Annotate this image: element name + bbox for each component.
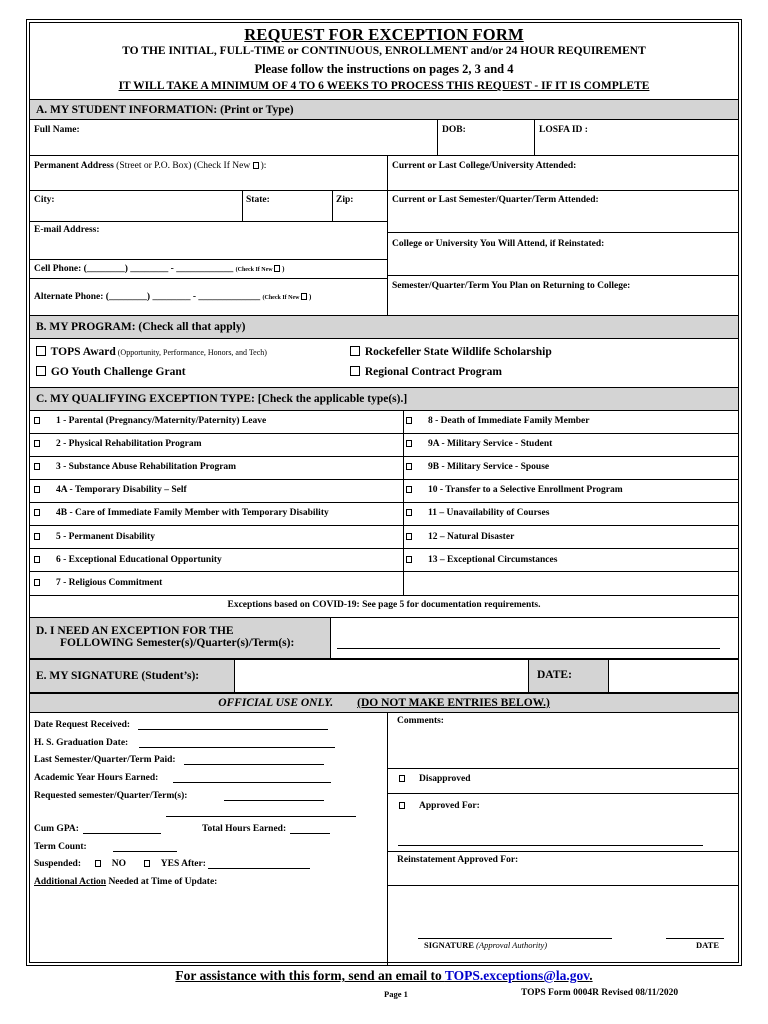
tops-award-checkbox[interactable] bbox=[36, 346, 46, 356]
support-email-link[interactable]: TOPS.exceptions@la.gov bbox=[444, 968, 590, 983]
exception-checkbox[interactable] bbox=[34, 509, 40, 516]
hs-grad-label: H. S. Graduation Date: bbox=[34, 738, 335, 748]
official-use-heading: OFFICIAL USE ONLY. (DO NOT MAKE ENTRIES BELOW.) bbox=[30, 693, 738, 713]
current-college-label: Current or Last College/University Attended: bbox=[392, 161, 577, 171]
exception-label: 5 - Permanent Disability bbox=[56, 532, 155, 542]
exception-checkbox[interactable] bbox=[406, 440, 412, 447]
cell-phone-label: Cell Phone: (________) ________ - ____________ (Check If New ) bbox=[34, 264, 285, 274]
suspended-yes-checkbox[interactable] bbox=[144, 860, 150, 867]
tops-award-option[interactable]: TOPS Award (Opportunity, Performance, Honors, and Tech) bbox=[36, 346, 267, 358]
exception-checkbox[interactable] bbox=[34, 463, 40, 470]
go-youth-option[interactable]: GO Youth Challenge Grant bbox=[36, 366, 186, 378]
page-number: Page 1 bbox=[384, 989, 408, 999]
reinstatement-label: Reinstatement Approved For: bbox=[397, 855, 519, 865]
section-a-heading: A. MY STUDENT INFORMATION: (Print or Type) bbox=[30, 99, 738, 120]
section-b-heading: B. MY PROGRAM: (Check all that apply) bbox=[30, 315, 738, 339]
disapproved-option[interactable]: Disapproved bbox=[399, 774, 471, 784]
exception-checkbox[interactable] bbox=[34, 579, 40, 586]
total-hours-label: Total Hours Earned: bbox=[202, 824, 330, 834]
exception-checkbox[interactable] bbox=[406, 509, 412, 516]
date-label: DATE: bbox=[528, 659, 608, 693]
exception-checkbox[interactable] bbox=[406, 556, 412, 563]
zip-label: Zip: bbox=[336, 195, 354, 205]
form-id: TOPS Form 0004R Revised 08/11/2020 bbox=[521, 988, 679, 998]
exception-checkbox[interactable] bbox=[406, 463, 412, 470]
exception-item[interactable] bbox=[34, 555, 222, 565]
exception-item[interactable] bbox=[34, 485, 187, 495]
exception-label: 8 - Death of Immediate Family Member bbox=[428, 416, 590, 426]
approval-signature-label: SIGNATURE (Approval Authority) bbox=[424, 940, 548, 950]
covid-note: Exceptions based on COVID-19: See page 5 for documentation requirements. bbox=[227, 600, 541, 610]
exception-label: 7 - Religious Commitment bbox=[56, 578, 163, 588]
email-label: E-mail Address: bbox=[34, 225, 100, 235]
exception-label: 12 – Natural Disaster bbox=[428, 532, 515, 542]
student-date-field[interactable] bbox=[608, 659, 738, 693]
alternate-phone-label: Alternate Phone: (________) ________ - _____________ (Check If New ) bbox=[34, 292, 312, 302]
term-count-label: Term Count: bbox=[34, 842, 177, 852]
exception-label: 1 - Parental (Pregnancy/Maternity/Paternity) Leave bbox=[56, 416, 267, 426]
full-name-label: Full Name: bbox=[34, 125, 80, 135]
exception-terms-field[interactable] bbox=[330, 617, 738, 659]
dob-label: DOB: bbox=[442, 125, 466, 135]
exception-item[interactable] bbox=[406, 555, 557, 565]
exception-label: 2 - Physical Rehabilitation Program bbox=[56, 439, 202, 449]
processing-time-note: IT WILL TAKE A MINIMUM OF 4 TO 6 WEEKS TO PROCESS THIS REQUEST - IF IT IS COMPLETE bbox=[118, 80, 650, 92]
additional-action-label: Additional Action Needed at Time of Update: bbox=[34, 877, 218, 887]
exception-item[interactable] bbox=[406, 439, 552, 449]
regional-contract-option[interactable]: Regional Contract Program bbox=[350, 366, 502, 378]
suspended-label: Suspended: NO YES After: bbox=[34, 859, 310, 869]
assistance-note: For assistance with this form, send an email to TOPS.exceptions@la.gov. bbox=[175, 968, 593, 983]
address-new-checkbox[interactable] bbox=[253, 162, 259, 169]
exception-label: 4A - Temporary Disability – Self bbox=[56, 485, 187, 495]
form-subtitle: TO THE INITIAL, FULL-TIME or CONTINUOUS, ENROLLMENT and/or 24 HOUR REQUIREMENT bbox=[122, 45, 646, 57]
exception-label: 9A - Military Service - Student bbox=[428, 439, 553, 449]
exception-item[interactable] bbox=[406, 532, 514, 542]
rockefeller-checkbox[interactable] bbox=[350, 346, 360, 356]
exception-label: 4B - Care of Immediate Family Member with Temporary Disability bbox=[56, 508, 329, 518]
city-label: City: bbox=[34, 195, 55, 205]
exception-item[interactable] bbox=[34, 508, 329, 518]
exception-label: 9B - Military Service - Spouse bbox=[428, 462, 550, 472]
academic-hours-label: Academic Year Hours Earned: bbox=[34, 773, 331, 783]
section-d-heading: D. I NEED AN EXCEPTION FOR THE FOLLOWING Semester(s)/Quarter(s)/Term(s): bbox=[30, 617, 738, 659]
exception-checkbox[interactable] bbox=[34, 417, 40, 424]
exception-checkbox[interactable] bbox=[406, 486, 412, 493]
exception-item[interactable] bbox=[34, 439, 201, 449]
form-page bbox=[26, 19, 742, 966]
requested-term-label: Requested semester/Quarter/Term(s): bbox=[34, 791, 324, 801]
return-term-label: Semester/Quarter/Term You Plan on Returning to College: bbox=[392, 281, 631, 291]
exception-item[interactable] bbox=[406, 416, 589, 426]
exception-item[interactable] bbox=[406, 508, 549, 518]
instructions-note: Please follow the instructions on pages 2, 3 and 4 bbox=[254, 62, 514, 76]
last-term-paid-label: Last Semester/Quarter/Term Paid: bbox=[34, 755, 324, 765]
form-inner-border bbox=[29, 22, 739, 963]
section-c-heading: C. MY QUALIFYING EXCEPTION TYPE: [Check the applicable type(s).] bbox=[30, 387, 738, 411]
rockefeller-option[interactable]: Rockefeller State Wildlife Scholarship bbox=[350, 346, 552, 358]
exception-item[interactable] bbox=[34, 578, 162, 588]
exception-label: 6 - Exceptional Educational Opportunity bbox=[56, 555, 222, 565]
exception-item[interactable] bbox=[34, 532, 155, 542]
approved-checkbox[interactable] bbox=[399, 802, 405, 809]
exception-item[interactable] bbox=[406, 462, 549, 472]
exception-label: 11 – Unavailability of Courses bbox=[428, 508, 550, 518]
disapproved-checkbox[interactable] bbox=[399, 775, 405, 782]
exception-item[interactable] bbox=[406, 485, 623, 495]
state-label: State: bbox=[246, 195, 270, 205]
form-title: REQUEST FOR EXCEPTION FORM bbox=[244, 25, 524, 44]
exception-item[interactable] bbox=[34, 462, 236, 472]
regional-contract-checkbox[interactable] bbox=[350, 366, 360, 376]
exception-checkbox[interactable] bbox=[406, 417, 412, 424]
student-signature-field[interactable] bbox=[234, 659, 528, 693]
approval-date-label: DATE bbox=[696, 940, 719, 950]
permanent-address-label: Permanent Address (Street or P.O. Box) (Check If New ): bbox=[34, 161, 267, 171]
cum-gpa-label: Cum GPA: bbox=[34, 824, 161, 834]
comments-label: Comments: bbox=[397, 716, 444, 726]
exception-checkbox[interactable] bbox=[34, 556, 40, 563]
alt-phone-new-checkbox[interactable] bbox=[301, 293, 307, 300]
exception-item[interactable] bbox=[34, 416, 266, 426]
suspended-no-checkbox[interactable] bbox=[95, 860, 101, 867]
date-received-label: Date Request Received: bbox=[34, 720, 328, 730]
exception-label: 13 – Exceptional Circumstances bbox=[428, 555, 558, 565]
exception-checkbox[interactable] bbox=[34, 486, 40, 493]
exception-checkbox[interactable] bbox=[406, 533, 412, 540]
current-term-label: Current or Last Semester/Quarter/Term Attended: bbox=[392, 195, 599, 205]
approved-for-option[interactable]: Approved For: bbox=[399, 801, 480, 811]
section-e-heading: E. MY SIGNATURE (Student’s): bbox=[30, 659, 738, 693]
cell-new-checkbox[interactable] bbox=[274, 265, 280, 272]
exception-checkbox[interactable] bbox=[34, 533, 40, 540]
exception-label: 3 - Substance Abuse Rehabilitation Program bbox=[56, 462, 237, 472]
go-youth-checkbox[interactable] bbox=[36, 366, 46, 376]
exception-label: 10 - Transfer to a Selective Enrollment Program bbox=[428, 485, 623, 495]
exception-checkbox[interactable] bbox=[34, 440, 40, 447]
losfa-id-label: LOSFA ID : bbox=[539, 125, 588, 135]
reinstate-college-label: College or University You Will Attend, if Reinstated: bbox=[392, 239, 605, 249]
